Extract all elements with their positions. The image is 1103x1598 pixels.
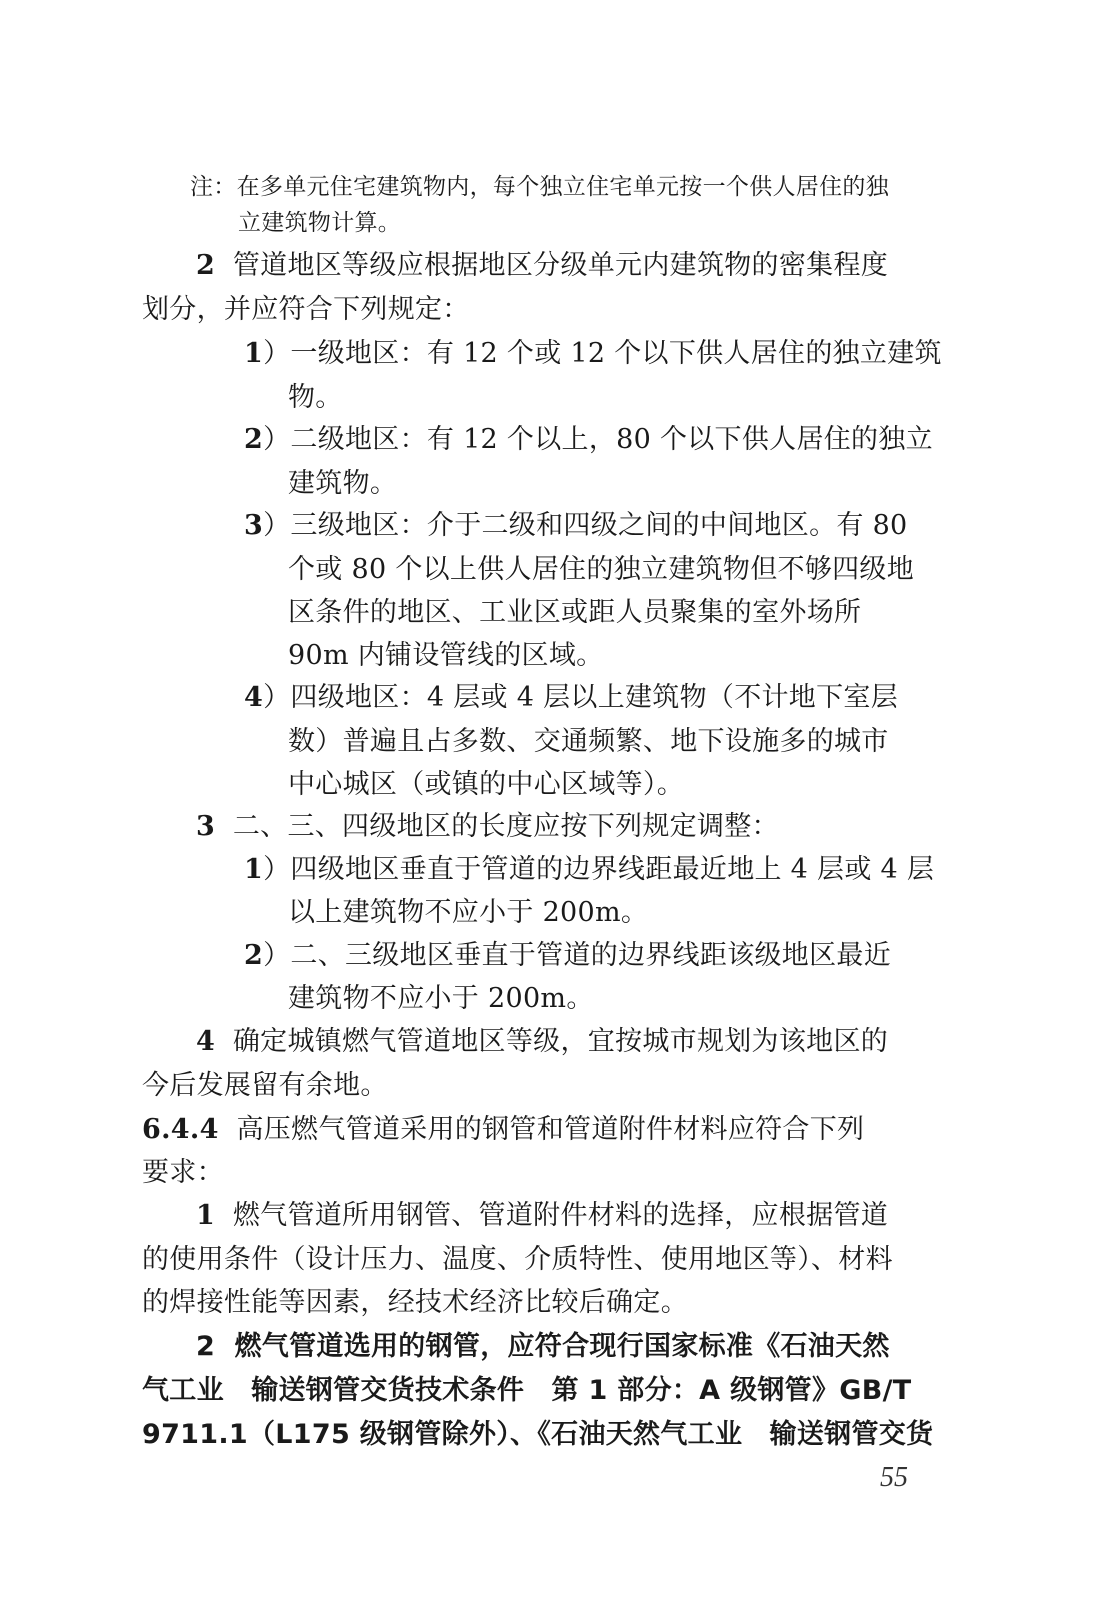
item-number: 1 — [196, 1200, 216, 1231]
item-number: 2 — [196, 1331, 216, 1362]
item-number: 2 — [196, 250, 216, 281]
item-4-line: 4 确定城镇燃气管道地区等级，宜按城市规划为该地区的 — [196, 1026, 889, 1057]
item-number: 4 — [196, 1026, 216, 1057]
sub-item-line: 建筑物不应小于 200m。 — [288, 983, 594, 1014]
sub-item-line: 1）一级地区：有 12 个或 12 个以下供人居住的独立建筑 — [244, 338, 942, 369]
clause-item-2-line: 9711.1（L175 级钢管除外）、《石油天然气工业 输送钢管交货 — [142, 1419, 934, 1450]
clause-6-4-4-line: 要求： — [142, 1157, 224, 1188]
sub-item-line: 中心城区（或镇的中心区域等）。 — [288, 769, 684, 800]
sub-item-line: 区条件的地区、工业区或距人员聚集的室外场所 — [288, 597, 862, 628]
sub-item-line: 2）二级地区：有 12 个以上，80 个以下供人居住的独立 — [244, 424, 933, 455]
sub-item-line: 物。 — [288, 382, 343, 413]
item-number: 3 — [196, 811, 216, 842]
sub-item-line: 4）四级地区：4 层或 4 层以上建筑物（不计地下室层 — [244, 682, 898, 713]
clause-number: 6.4.4 — [142, 1114, 219, 1145]
clause-item-1-line: 的焊接性能等因素，经技术经济比较后确定。 — [142, 1287, 688, 1318]
item-2-line: 2 管道地区等级应根据地区分级单元内建筑物的密集程度 — [196, 250, 889, 281]
clause-item-2-line: 2 燃气管道选用的钢管，应符合现行国家标准《石油天然 — [196, 1331, 890, 1362]
sub-item-line: 以上建筑物不应小于 200m。 — [288, 897, 649, 928]
clause-item-2-line: 气工业 输送钢管交货技术条件 第 1 部分：A 级钢管》GB/T — [142, 1375, 912, 1406]
sub-item-line: 数）普遍且占多数、交通频繁、地下设施多的城市 — [288, 726, 889, 757]
sub-item-line: 建筑物。 — [288, 468, 398, 499]
clause-6-4-4-line: 6.4.4 高压燃气管道采用的钢管和管道附件材料应符合下列 — [142, 1114, 865, 1145]
page-number: 55 — [880, 1462, 908, 1493]
sub-item-line: 1）四级地区垂直于管道的边界线距最近地上 4 层或 4 层 — [244, 854, 935, 885]
clause-item-1-line: 1 燃气管道所用钢管、管道附件材料的选择，应根据管道 — [196, 1200, 889, 1231]
item-4-line: 今后发展留有余地。 — [142, 1070, 388, 1101]
clause-item-1-line: 的使用条件（设计压力、温度、介质特性、使用地区等）、材料 — [142, 1244, 893, 1275]
item-2-line: 划分，并应符合下列规定： — [142, 294, 470, 325]
note-line: 立建筑物计算。 — [238, 210, 402, 236]
sub-item-line: 个或 80 个以上供人居住的独立建筑物但不够四级地 — [288, 554, 915, 585]
sub-item-line: 2）二、三级地区垂直于管道的边界线距该级地区最近 — [244, 940, 891, 971]
note-line: 注：在多单元住宅建筑物内，每个独立住宅单元按一个供人居住的独 — [190, 174, 889, 200]
sub-item-line: 90m 内铺设管线的区域。 — [288, 640, 604, 671]
item-3-line: 3 二、三、四级地区的长度应按下列规定调整： — [196, 811, 779, 842]
sub-item-line: 3）三级地区：介于二级和四级之间的中间地区。有 80 — [244, 510, 908, 541]
